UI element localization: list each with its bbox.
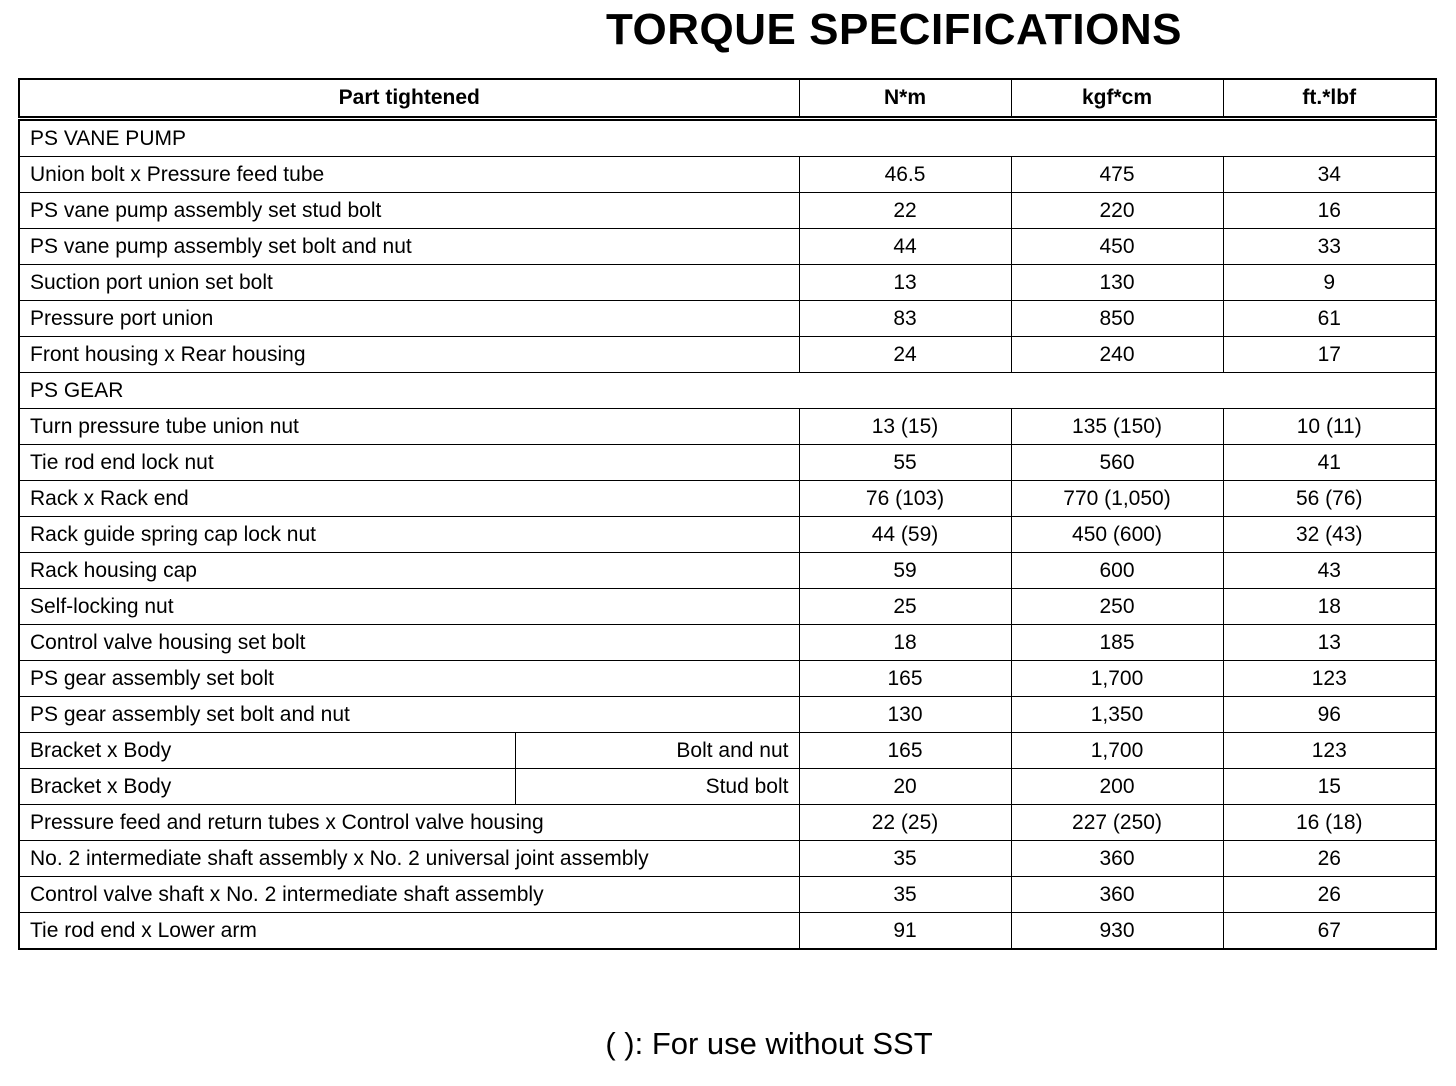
nm-cell: 83 [799,301,1011,337]
part-name-cell: Tie rod end x Lower arm [19,913,799,950]
ftlbf-cell: 9 [1223,265,1436,301]
column-header-ftlbf: ft.*lbf [1223,79,1436,119]
part-name-cell: Self-locking nut [19,589,799,625]
table-row [19,481,1436,517]
table-body [19,119,1436,950]
page-title: TORQUE SPECIFICATIONS [605,5,1183,54]
kgfcm-cell: 1,700 [1011,661,1223,697]
nm-cell: 35 [799,877,1011,913]
part-name-cell: PS gear assembly set bolt [19,661,799,697]
nm-cell: 18 [799,625,1011,661]
table-row [19,553,1436,589]
part-name-cell: Control valve shaft x No. 2 intermediate shaft assembly [19,877,799,913]
table-row [19,733,1436,769]
kgfcm-cell: 560 [1011,445,1223,481]
nm-cell: 55 [799,445,1011,481]
kgfcm-cell: 475 [1011,157,1223,193]
ftlbf-cell: 56 (76) [1223,481,1436,517]
part-name-cell: PS gear assembly set bolt and nut [19,697,799,733]
column-header-part: Part tightened [19,79,799,119]
kgfcm-cell: 360 [1011,841,1223,877]
part-name-cell: Control valve housing set bolt [19,625,799,661]
kgfcm-cell: 450 (600) [1011,517,1223,553]
ftlbf-cell: 123 [1223,733,1436,769]
part-name-cell: Suction port union set bolt [19,265,799,301]
table-row [19,301,1436,337]
part-name-cell: Bracket x Body [19,733,515,769]
part-name-cell: Bracket x Body [19,769,515,805]
part-name-cell: PS vane pump assembly set stud bolt [19,193,799,229]
table-row [19,409,1436,445]
kgfcm-cell: 600 [1011,553,1223,589]
kgfcm-cell: 130 [1011,265,1223,301]
ftlbf-cell: 34 [1223,157,1436,193]
part-name-cell: Turn pressure tube union nut [19,409,799,445]
ftlbf-cell: 26 [1223,841,1436,877]
part-sub-cell: Stud bolt [515,769,799,805]
kgfcm-cell: 450 [1011,229,1223,265]
ftlbf-cell: 16 [1223,193,1436,229]
kgfcm-cell: 185 [1011,625,1223,661]
table-row [19,589,1436,625]
nm-cell: 165 [799,733,1011,769]
ftlbf-cell: 13 [1223,625,1436,661]
table-row [19,157,1436,193]
table-row [19,337,1436,373]
ftlbf-cell: 33 [1223,229,1436,265]
nm-cell: 59 [799,553,1011,589]
part-name-cell: PS vane pump assembly set bolt and nut [19,229,799,265]
ftlbf-cell: 96 [1223,697,1436,733]
ftlbf-cell: 18 [1223,589,1436,625]
kgfcm-cell: 850 [1011,301,1223,337]
table-row [19,193,1436,229]
kgfcm-cell: 135 (150) [1011,409,1223,445]
ftlbf-cell: 67 [1223,913,1436,950]
part-name-cell: Pressure feed and return tubes x Control valve housing [19,805,799,841]
ftlbf-cell: 32 (43) [1223,517,1436,553]
nm-cell: 130 [799,697,1011,733]
kgfcm-cell: 227 (250) [1011,805,1223,841]
column-header-nm: N*m [799,79,1011,119]
footnote: ( ): For use without SST [605,1026,933,1061]
nm-cell: 91 [799,913,1011,950]
ftlbf-cell: 123 [1223,661,1436,697]
ftlbf-cell: 10 (11) [1223,409,1436,445]
ftlbf-cell: 43 [1223,553,1436,589]
part-name-cell: Front housing x Rear housing [19,337,799,373]
ftlbf-cell: 16 (18) [1223,805,1436,841]
kgfcm-cell: 1,700 [1011,733,1223,769]
part-sub-cell: Bolt and nut [515,733,799,769]
part-name-cell: Rack guide spring cap lock nut [19,517,799,553]
nm-cell: 22 (25) [799,805,1011,841]
nm-cell: 13 (15) [799,409,1011,445]
column-header-kgfcm: kgf*cm [1011,79,1223,119]
table-row [19,517,1436,553]
kgfcm-cell: 200 [1011,769,1223,805]
kgfcm-cell: 240 [1011,337,1223,373]
nm-cell: 165 [799,661,1011,697]
nm-cell: 35 [799,841,1011,877]
nm-cell: 22 [799,193,1011,229]
nm-cell: 20 [799,769,1011,805]
table-row [19,625,1436,661]
nm-cell: 25 [799,589,1011,625]
part-name-cell: Tie rod end lock nut [19,445,799,481]
ftlbf-cell: 61 [1223,301,1436,337]
table-row [19,841,1436,877]
table-row [19,661,1436,697]
ftlbf-cell: 26 [1223,877,1436,913]
ftlbf-cell: 17 [1223,337,1436,373]
part-name-cell: Rack x Rack end [19,481,799,517]
nm-cell: 46.5 [799,157,1011,193]
section-row [19,119,1436,157]
torque-spec-table [18,78,1437,950]
section-row [19,373,1436,409]
section-heading: PS GEAR [19,373,1436,409]
table-row [19,769,1436,805]
table-row [19,265,1436,301]
nm-cell: 76 (103) [799,481,1011,517]
kgfcm-cell: 360 [1011,877,1223,913]
nm-cell: 44 (59) [799,517,1011,553]
table-row [19,805,1436,841]
part-name-cell: Rack housing cap [19,553,799,589]
kgfcm-cell: 770 (1,050) [1011,481,1223,517]
nm-cell: 24 [799,337,1011,373]
table-row [19,697,1436,733]
nm-cell: 13 [799,265,1011,301]
kgfcm-cell: 1,350 [1011,697,1223,733]
kgfcm-cell: 930 [1011,913,1223,950]
part-name-cell: Pressure port union [19,301,799,337]
table-row [19,877,1436,913]
kgfcm-cell: 250 [1011,589,1223,625]
part-name-cell: Union bolt x Pressure feed tube [19,157,799,193]
nm-cell: 44 [799,229,1011,265]
ftlbf-cell: 15 [1223,769,1436,805]
table-header-row [19,79,1436,119]
table-row [19,229,1436,265]
section-heading: PS VANE PUMP [19,119,1436,157]
table-row [19,913,1436,950]
kgfcm-cell: 220 [1011,193,1223,229]
table-row [19,445,1436,481]
part-name-cell: No. 2 intermediate shaft assembly x No. 2 universal joint assembly [19,841,799,877]
ftlbf-cell: 41 [1223,445,1436,481]
